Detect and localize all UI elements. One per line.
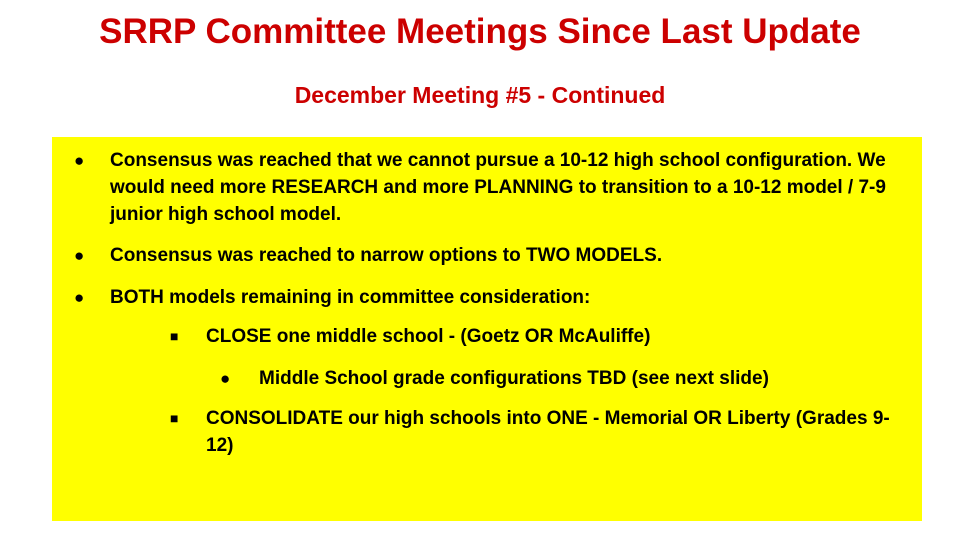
bullet-square-icon: ■ (170, 410, 179, 426)
list-item: Consensus was reached that we cannot pursue a 10-12 high school configuration. We would need more RESEARCH and more PLANNING to transition to a 10-12 model / 7-9 junior high school model. (110, 150, 886, 225)
list-item: Consensus was reached to narrow options to TWO MODELS. (110, 245, 663, 266)
slide-title: SRRP Committee Meetings Since Last Update (99, 12, 861, 51)
slide-subtitle: December Meeting #5 - Continued (294, 82, 666, 108)
bullet-dot-icon: ● (74, 151, 85, 170)
bullet-dot-icon: ● (74, 288, 85, 307)
bullet-square-icon: ■ (170, 328, 179, 344)
list-item: CONSOLIDATE our high schools into ONE - Memorial OR Liberty (Grades 9-12) (206, 408, 890, 456)
list-item: CLOSE one middle school - (Goetz OR McAuliffe) (206, 326, 651, 347)
bullet-dot-icon: ● (74, 246, 85, 265)
bullet-dot-icon: ● (220, 369, 231, 388)
list-item: Middle School grade configurations TBD (see next slide) (259, 368, 769, 389)
list-item: BOTH models remaining in committee consideration: (110, 287, 591, 308)
content-box (52, 137, 922, 521)
